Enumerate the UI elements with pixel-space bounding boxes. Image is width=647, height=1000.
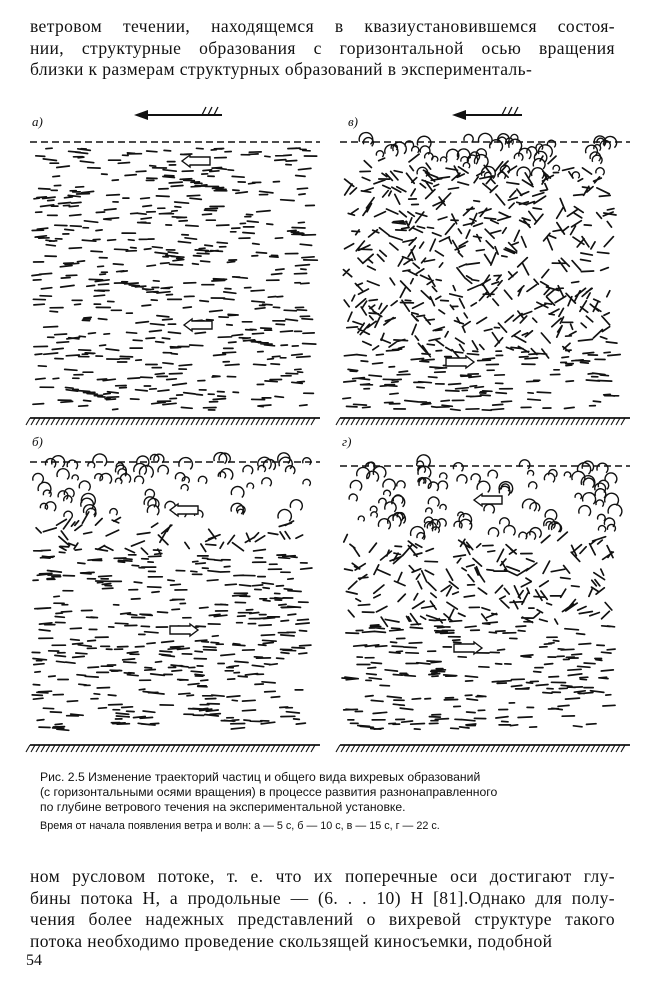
figure-caption [40,770,600,834]
text-line: чения более надежных представлений о вихревой структуре такого [30,909,615,929]
particle-streaks [343,154,620,410]
flow-direction-arrow-icon [170,624,198,636]
panel-label-v: в) [348,114,358,129]
particle-streaks [32,512,312,730]
particle-streaks [342,532,615,729]
wind-arrow-head-icon [452,110,466,120]
figure-drawing [22,100,630,760]
flow-direction-arrow-icon [446,356,474,368]
wind-arrow-head-icon [134,110,148,120]
channel-bottom-hatch [336,745,625,752]
wind-arrow-feathers-icon [502,107,518,115]
channel-bottom-hatch [26,418,315,425]
text-line: бины потока H, а продольные — (6. . . 10) H [81].Однако для полу- [30,887,615,908]
panel-label-b: б) [32,434,43,449]
panel-label-g: г) [342,434,352,449]
flow-direction-arrow-icon [182,155,210,167]
channel-bottom-hatch [336,418,625,425]
text-line: нии, структурные образования с горизонтальной осью вращения [30,37,615,58]
text-line: ветровом течении, находящемся в квазиустановившемся состоя- [30,16,615,36]
flow-direction-arrow-icon [184,319,212,331]
particle-streaks [32,148,317,410]
flow-direction-arrow-icon [474,494,502,506]
caption-line: по глубине ветрового течения на экспериментальной установке. [40,800,406,814]
caption-line: Рис. 2.5 Изменение траекторий частиц и общего вида вихревых образований [40,770,481,784]
text-line: потока необходимо проведение скользящей киносъемки, подобной [30,930,553,951]
body-text-top [30,16,615,81]
caption-line: (с горизонтальными осями вращения) в процессе развития разнонаправленного [40,785,498,799]
flow-direction-arrow-icon [170,504,198,516]
wind-arrow-feathers-icon [202,107,218,115]
figure-2-5 [22,100,630,760]
text-line: ном русловом потоке, т. е. что их поперечные оси достигают глу- [30,866,615,886]
caption-time-legend: Время от начала появления ветра и волн: а — 5 с, б — 10 с, в — 15 с, г — 22 с. [40,820,440,832]
text-line: близки к размерам структурных образований в эксперименталь- [30,59,533,79]
body-text-bottom [30,866,615,952]
panel-label-a: а) [32,114,43,129]
page-number: 54 [26,952,42,969]
channel-bottom-hatch [26,745,315,752]
